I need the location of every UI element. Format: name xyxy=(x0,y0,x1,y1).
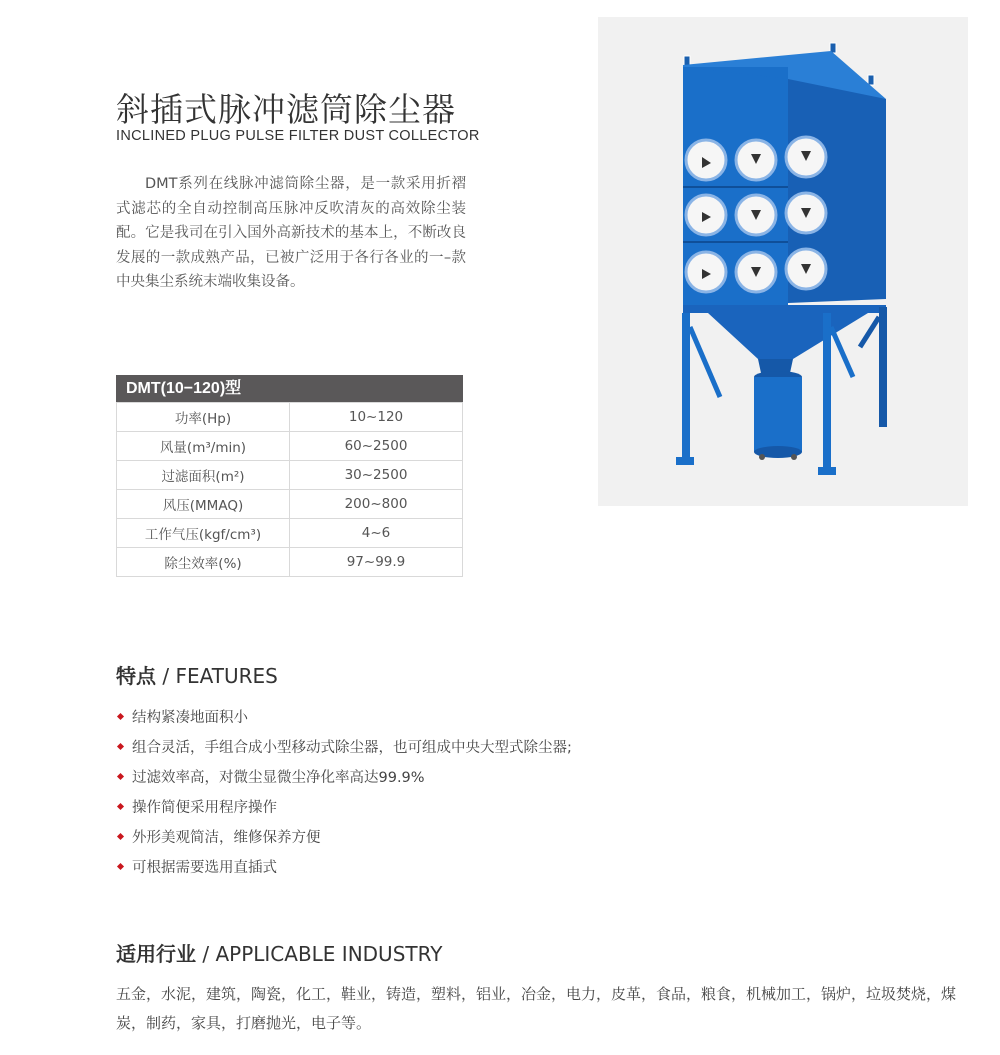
diamond-bullet-icon xyxy=(117,743,124,750)
spec-value: 97~99.9 xyxy=(290,548,463,577)
industry-list: 五金，水泥，建筑，陶瓷，化工，鞋业，铸造，塑料，铝业，冶金，电力，皮革，食品，粮食，机械加工，锅炉，垃圾焚烧，煤炭，制药，家具，打磨抛光，电子等。 xyxy=(116,985,957,1032)
spec-label: 功率(Hp) xyxy=(117,403,290,432)
feature-text: 操作简便采用程序操作 xyxy=(132,800,277,816)
list-item xyxy=(116,794,572,824)
diamond-bullet-icon xyxy=(117,773,124,780)
feature-text: 过滤效率高，对微尘显微尘净化率高达99.9% xyxy=(132,770,425,786)
spec-label: 除尘效率(%) xyxy=(117,548,290,577)
spec-value: 60~2500 xyxy=(290,432,463,461)
spec-value: 10~120 xyxy=(290,403,463,432)
diamond-bullet-icon xyxy=(117,803,124,810)
table-row xyxy=(117,490,463,519)
product-image xyxy=(598,17,968,506)
list-item xyxy=(116,854,572,884)
list-item xyxy=(116,764,572,794)
spec-label: 风压(MMAQ) xyxy=(117,490,290,519)
industry-heading-en: / APPLICABLE INDUSTRY xyxy=(196,942,443,966)
spec-label: 过滤面积(m²) xyxy=(117,461,290,490)
diamond-bullet-icon xyxy=(117,713,124,720)
features-list xyxy=(116,704,572,884)
industry-heading-cn: 适用行业 xyxy=(116,942,196,966)
spec-table xyxy=(116,375,463,577)
table-row xyxy=(117,519,463,548)
product-intro: DMT系列在线脉冲滤筒除尘器，是一款采用折褶式滤芯的全自动控制高压脉冲反吹清灰的高效除尘装配。它是我司在引入国外高新技术的基本上，不断改良发展的一款成熟产品，已被广泛用于各行各业的一–款中央集尘系统末端收集设备。 xyxy=(116,176,466,290)
feature-text: 组合灵活，手组合成小型移动式除尘器，也可组成中央大型式除尘器; xyxy=(132,740,572,756)
spec-value: 30~2500 xyxy=(290,461,463,490)
spec-value: 200~800 xyxy=(290,490,463,519)
features-heading xyxy=(116,660,278,689)
table-row xyxy=(117,548,463,577)
feature-text: 外形美观简洁，维修保养方便 xyxy=(132,830,321,846)
feature-text: 结构紧凑地面积小 xyxy=(132,710,248,726)
spec-label: 工作气压(kgf/cm³) xyxy=(117,519,290,548)
spec-label: 风量(m³/min) xyxy=(117,432,290,461)
list-item xyxy=(116,824,572,854)
features-heading-cn: 特点 xyxy=(116,664,156,688)
spec-value: 4~6 xyxy=(290,519,463,548)
industry-heading xyxy=(116,938,442,967)
product-subtitle: INCLINED PLUG PULSE FILTER DUST COLLECTOR xyxy=(116,128,480,144)
features-heading-en: / FEATURES xyxy=(156,664,278,688)
feature-text: 可根据需要选用直插式 xyxy=(132,860,277,876)
table-row xyxy=(117,432,463,461)
list-item xyxy=(116,704,572,734)
spec-model-header: DMT(10−120)型 xyxy=(116,375,463,402)
table-row xyxy=(117,461,463,490)
diamond-bullet-icon xyxy=(117,833,124,840)
list-item xyxy=(116,734,572,764)
product-title: 斜插式脉冲滤筒除尘器 xyxy=(116,90,456,129)
spec-rows xyxy=(116,402,463,577)
table-row xyxy=(117,403,463,432)
diamond-bullet-icon xyxy=(117,863,124,870)
